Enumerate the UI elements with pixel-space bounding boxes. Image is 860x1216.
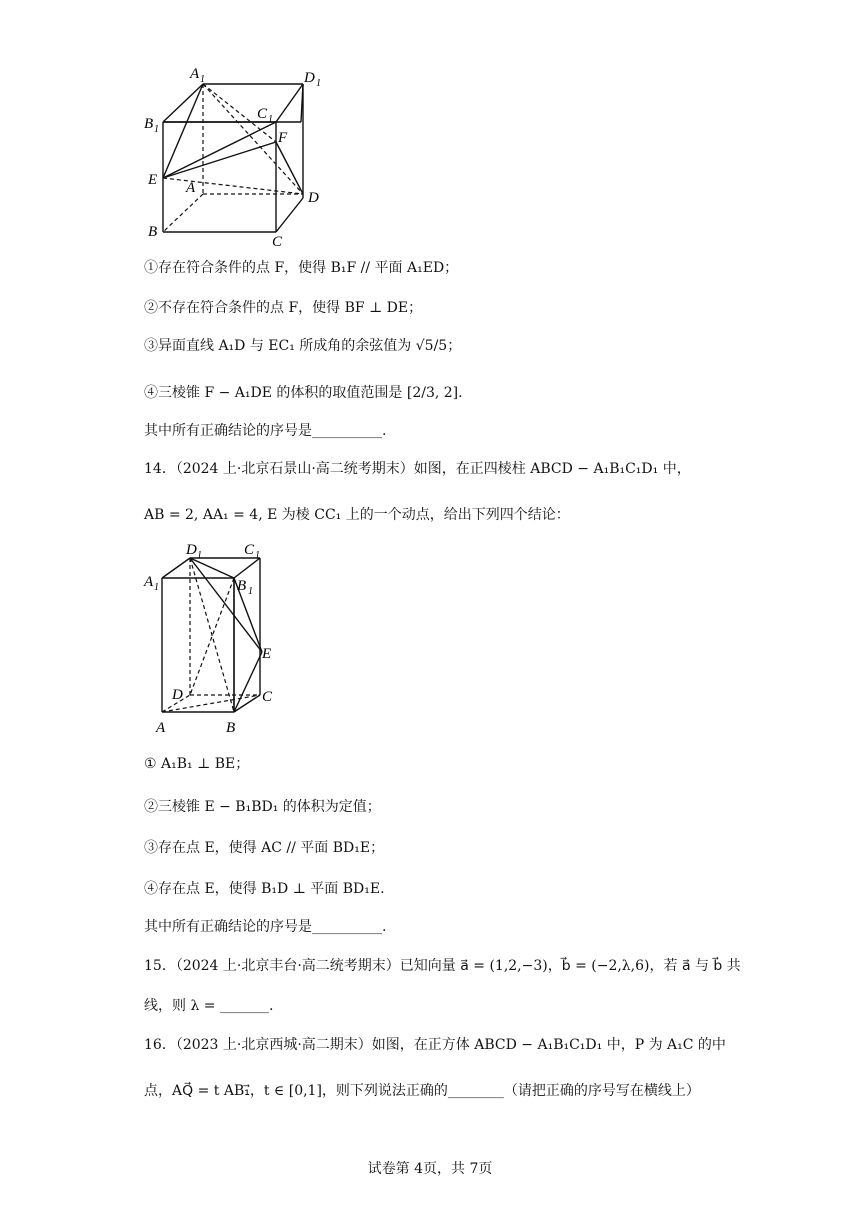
q14-statement-2: ②三棱锥 E − B₁BD₁ 的体积为定值； — [144, 799, 381, 815]
label-A1: A — [190, 66, 200, 82]
label-A: A — [186, 180, 196, 196]
svg-text:1: 1 — [154, 124, 159, 135]
label-C1: C — [257, 106, 268, 122]
label-B: B — [226, 720, 236, 736]
q14-stem-line-1: 14．（2024 上·北京石景山·高二统考期末）如图，在正四棱柱 ABCD − A₁B₁C₁D₁ 中， — [144, 461, 691, 477]
label-C1: C — [244, 542, 255, 558]
q14-question: 其中所有正确结论的序号是__________. — [144, 919, 387, 935]
svg-text:1: 1 — [154, 582, 159, 593]
svg-text:1: 1 — [248, 586, 253, 597]
q16-stem-line-1: 16．（2023 上·北京西城·高二期末）如图，在正方体 ABCD − A₁B₁C₁D₁ 中，P 为 A₁C 的中 — [144, 1037, 726, 1053]
q15-stem-line-1: 15．（2024 上·北京丰台·高二统考期末）已知向量 a⃗ = (1,2,−3)，b⃗ = (−2,λ,6)，若 a⃗ 与 b⃗ 共 — [144, 958, 741, 974]
q15-stem-line-2: 线，则 λ = _______. — [144, 998, 274, 1014]
label-F: F — [278, 130, 288, 146]
q14-statement-4: ④存在点 E，使得 B₁D ⊥ 平面 BD₁E. — [144, 881, 385, 897]
svg-text:1: 1 — [255, 550, 260, 561]
label-B: B — [148, 224, 158, 240]
label-E: E — [148, 172, 158, 188]
label-A1: A — [144, 574, 154, 590]
label-D: D — [172, 687, 183, 703]
figure-cube — [140, 62, 340, 252]
label-B1: B — [237, 578, 247, 594]
svg-text:1: 1 — [197, 550, 202, 561]
label-E: E — [262, 646, 272, 662]
q14-statement-3: ③存在点 E，使得 AC // 平面 BD₁E； — [144, 840, 385, 856]
label-D1: D — [304, 70, 315, 86]
label-D: D — [308, 190, 319, 206]
q16-stem-line-2: 点，AQ⃗ = t AB₁⃗，t ∈ [0,1]，则下列说法正确的________（请把正确的序号写在横线上） — [144, 1083, 700, 1099]
label-D1: D — [186, 542, 197, 558]
figure-prism — [140, 540, 290, 740]
label-A: A — [156, 720, 166, 736]
label-C: C — [262, 689, 273, 705]
q13-statement-3: ③异面直线 A₁D 与 EC₁ 所成角的余弦值为 √5/5； — [144, 338, 462, 354]
svg-text:1: 1 — [316, 78, 321, 89]
label-C: C — [272, 234, 283, 250]
q13-statement-2: ②不存在符合条件的点 F，使得 BF ⊥ DE； — [144, 300, 423, 316]
svg-text:1: 1 — [200, 74, 205, 85]
q14-stem-line-2: AB = 2, AA₁ = 4, E 为棱 CC₁ 上的一个动点，给出下列四个结论： — [144, 507, 570, 523]
svg-text:1: 1 — [268, 114, 273, 125]
page-footer: 试卷第 4页，共 7页 — [367, 1161, 493, 1177]
label-B1: B — [144, 116, 154, 132]
q13-statement-1: ①存在符合条件的点 F，使得 B₁F // 平面 A₁ED； — [144, 260, 459, 276]
q14-statement-1: ① A₁B₁ ⊥ BE； — [144, 756, 250, 772]
q13-question: 其中所有正确结论的序号是__________. — [144, 423, 387, 439]
q13-statement-4: ④三棱锥 F − A₁DE 的体积的取值范围是 [2/3, 2]. — [144, 385, 463, 401]
